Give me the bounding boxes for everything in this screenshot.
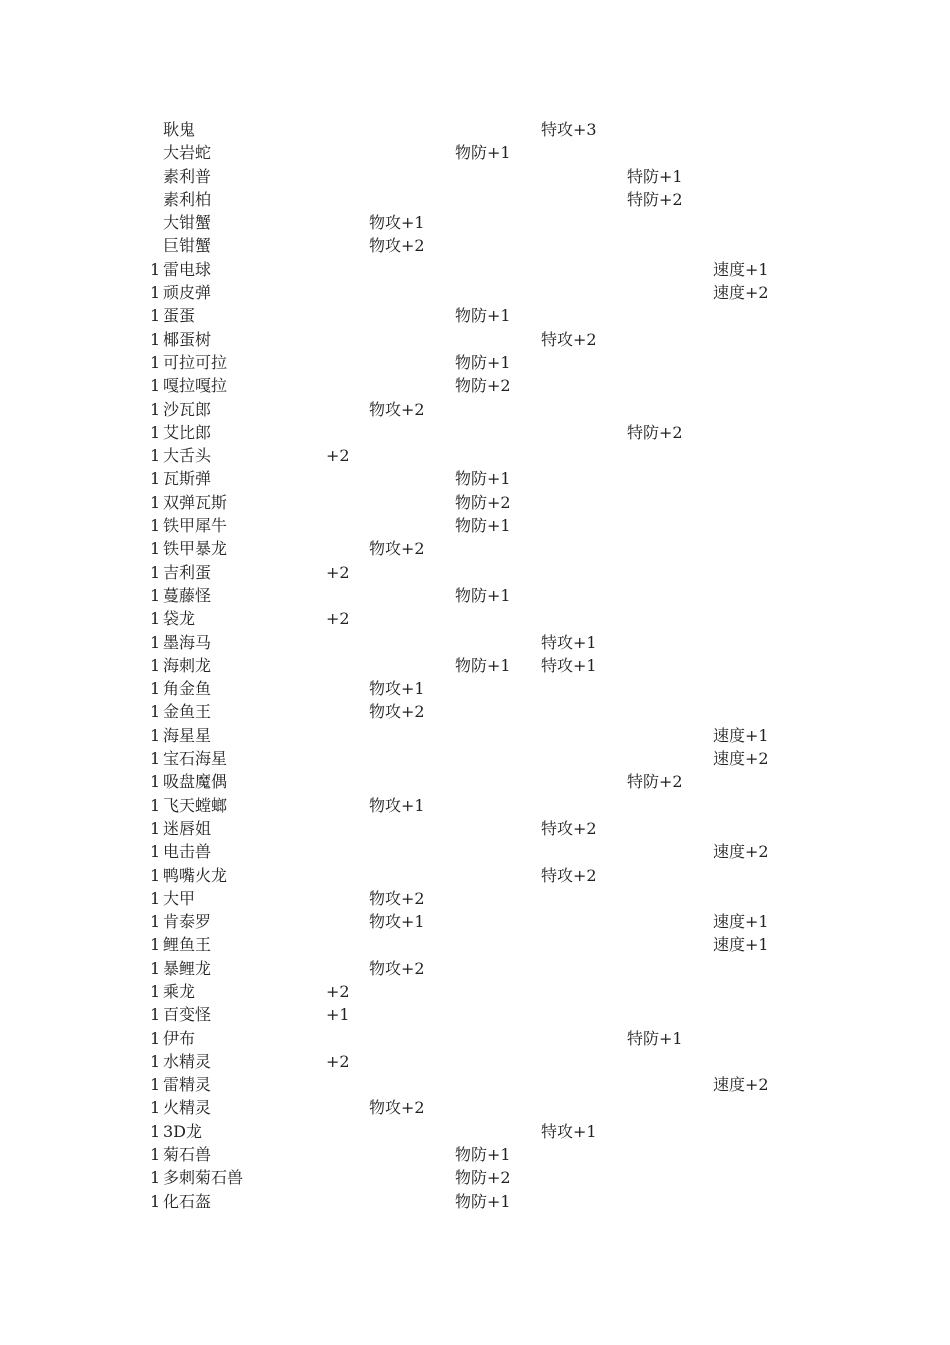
defense-value: 物防+1 bbox=[455, 143, 511, 163]
table-row bbox=[0, 304, 950, 327]
attack-value: 物攻+2 bbox=[369, 888, 425, 908]
pokemon-name: 大钳蟹 bbox=[163, 213, 212, 233]
row-number: 1 bbox=[150, 935, 161, 955]
pokemon-name: 顽皮弹 bbox=[163, 283, 212, 303]
pokemon-name: 蛋蛋 bbox=[163, 306, 196, 326]
row-number: 1 bbox=[150, 772, 161, 792]
pokemon-name: 鲤鱼王 bbox=[163, 935, 212, 955]
row-number: 1 bbox=[150, 329, 161, 349]
table-row bbox=[0, 118, 950, 141]
row-number: 1 bbox=[150, 865, 161, 885]
attack-value: 物攻+1 bbox=[369, 795, 425, 815]
pokemon-name: 艾比郎 bbox=[163, 422, 212, 442]
defense-value: 物防+2 bbox=[455, 492, 511, 512]
pokemon-name: 大舌头 bbox=[163, 446, 212, 466]
sp-defense-value: 特防+2 bbox=[627, 422, 683, 442]
row-number: 1 bbox=[150, 912, 161, 932]
table-row bbox=[0, 514, 950, 537]
table-row bbox=[0, 1120, 950, 1143]
table-row bbox=[0, 1166, 950, 1189]
hp-value: +2 bbox=[326, 1051, 350, 1071]
table-row bbox=[0, 794, 950, 817]
pokemon-name: 3D龙 bbox=[163, 1121, 203, 1141]
pokemon-name: 雷精灵 bbox=[163, 1075, 212, 1095]
sp-attack-value: 特攻+1 bbox=[541, 1121, 597, 1141]
table-row bbox=[0, 1143, 950, 1166]
pokemon-name: 乘龙 bbox=[163, 981, 196, 1001]
row-number: 1 bbox=[150, 539, 161, 559]
defense-value: 物防+1 bbox=[455, 1191, 511, 1211]
pokemon-name: 海星星 bbox=[163, 725, 212, 745]
table-row bbox=[0, 887, 950, 910]
row-number: 1 bbox=[150, 1051, 161, 1071]
row-number: 1 bbox=[150, 562, 161, 582]
pokemon-name: 素利普 bbox=[163, 166, 212, 186]
row-number: 1 bbox=[150, 259, 161, 279]
defense-value: 物防+1 bbox=[455, 585, 511, 605]
hp-value: +2 bbox=[326, 562, 350, 582]
table-row bbox=[0, 234, 950, 257]
row-number: 1 bbox=[150, 1005, 161, 1025]
attack-value: 物攻+1 bbox=[369, 213, 425, 233]
pokemon-name: 铁甲暴龙 bbox=[163, 539, 228, 559]
attack-value: 物攻+2 bbox=[369, 958, 425, 978]
table-row bbox=[0, 747, 950, 770]
defense-value: 物防+1 bbox=[455, 516, 511, 536]
sp-defense-value: 特防+2 bbox=[627, 189, 683, 209]
table-row bbox=[0, 537, 950, 560]
table-row bbox=[0, 631, 950, 654]
pokemon-name: 火精灵 bbox=[163, 1098, 212, 1118]
table-row bbox=[0, 1073, 950, 1096]
speed-value: 速度+2 bbox=[713, 842, 769, 862]
attack-value: 物攻+1 bbox=[369, 679, 425, 699]
sp-defense-value: 特防+1 bbox=[627, 1028, 683, 1048]
attack-value: 物攻+2 bbox=[369, 1098, 425, 1118]
pokemon-name: 巨钳蟹 bbox=[163, 236, 212, 256]
row-number: 1 bbox=[150, 981, 161, 1001]
row-number: 1 bbox=[150, 818, 161, 838]
row-number: 1 bbox=[150, 283, 161, 303]
defense-value: 物防+1 bbox=[455, 655, 511, 675]
defense-value: 物防+1 bbox=[455, 306, 511, 326]
table-row bbox=[0, 1027, 950, 1050]
pokemon-name: 大岩蛇 bbox=[163, 143, 212, 163]
row-number: 1 bbox=[150, 422, 161, 442]
speed-value: 速度+2 bbox=[713, 283, 769, 303]
speed-value: 速度+1 bbox=[713, 725, 769, 745]
row-number: 1 bbox=[150, 958, 161, 978]
row-number: 1 bbox=[150, 609, 161, 629]
pokemon-name: 暴鲤龙 bbox=[163, 958, 212, 978]
table-row bbox=[0, 957, 950, 980]
pokemon-name: 铁甲犀牛 bbox=[163, 516, 228, 536]
table-row bbox=[0, 398, 950, 421]
pokemon-name: 大甲 bbox=[163, 888, 196, 908]
sp-attack-value: 特攻+1 bbox=[541, 655, 597, 675]
table-row bbox=[0, 258, 950, 281]
speed-value: 速度+1 bbox=[713, 912, 769, 932]
pokemon-name: 百变怪 bbox=[163, 1005, 212, 1025]
pokemon-name: 多刺菊石兽 bbox=[163, 1168, 244, 1188]
row-number: 1 bbox=[150, 632, 161, 652]
table-row bbox=[0, 421, 950, 444]
table-row bbox=[0, 864, 950, 887]
row-number: 1 bbox=[150, 469, 161, 489]
effort-value-table bbox=[0, 118, 950, 1213]
row-number: 1 bbox=[150, 399, 161, 419]
table-row bbox=[0, 933, 950, 956]
hp-value: +2 bbox=[326, 446, 350, 466]
table-row bbox=[0, 444, 950, 467]
pokemon-name: 飞天螳螂 bbox=[163, 795, 228, 815]
table-row bbox=[0, 817, 950, 840]
row-number: 1 bbox=[150, 702, 161, 722]
row-number: 1 bbox=[150, 585, 161, 605]
row-number: 1 bbox=[150, 888, 161, 908]
pokemon-name: 肯泰罗 bbox=[163, 912, 212, 932]
defense-value: 物防+1 bbox=[455, 1145, 511, 1165]
pokemon-name: 角金鱼 bbox=[163, 679, 212, 699]
pokemon-name: 宝石海星 bbox=[163, 749, 228, 769]
pokemon-name: 雷电球 bbox=[163, 259, 212, 279]
row-number: 1 bbox=[150, 1028, 161, 1048]
attack-value: 物攻+1 bbox=[369, 912, 425, 932]
pokemon-name: 耿鬼 bbox=[163, 120, 196, 139]
attack-value: 物攻+2 bbox=[369, 702, 425, 722]
pokemon-name: 双弹瓦斯 bbox=[163, 492, 228, 512]
row-number: 1 bbox=[150, 352, 161, 372]
defense-value: 物防+1 bbox=[455, 352, 511, 372]
table-row bbox=[0, 724, 950, 747]
table-row bbox=[0, 677, 950, 700]
table-row bbox=[0, 374, 950, 397]
pokemon-name: 吸盘魔偶 bbox=[163, 772, 228, 792]
sp-attack-value: 特攻+2 bbox=[541, 329, 597, 349]
pokemon-name: 伊布 bbox=[163, 1028, 196, 1048]
row-number: 1 bbox=[150, 795, 161, 815]
sp-defense-value: 特防+1 bbox=[627, 166, 683, 186]
sp-attack-value: 特攻+1 bbox=[541, 632, 597, 652]
sp-attack-value: 特攻+3 bbox=[541, 120, 597, 139]
pokemon-name: 素利柏 bbox=[163, 189, 212, 209]
pokemon-name: 鸭嘴火龙 bbox=[163, 865, 228, 885]
pokemon-name: 金鱼王 bbox=[163, 702, 212, 722]
table-row bbox=[0, 910, 950, 933]
row-number: 1 bbox=[150, 376, 161, 396]
row-number: 1 bbox=[150, 655, 161, 675]
table-row bbox=[0, 211, 950, 234]
pokemon-name: 化石盔 bbox=[163, 1191, 212, 1211]
row-number: 1 bbox=[150, 1145, 161, 1165]
sp-attack-value: 特攻+2 bbox=[541, 865, 597, 885]
row-number: 1 bbox=[150, 1168, 161, 1188]
table-row bbox=[0, 770, 950, 793]
hp-value: +1 bbox=[326, 1005, 350, 1025]
row-number: 1 bbox=[150, 1191, 161, 1211]
speed-value: 速度+1 bbox=[713, 259, 769, 279]
table-row bbox=[0, 980, 950, 1003]
table-row bbox=[0, 654, 950, 677]
speed-value: 速度+2 bbox=[713, 1075, 769, 1095]
pokemon-name: 袋龙 bbox=[163, 609, 196, 629]
table-row bbox=[0, 141, 950, 164]
hp-value: +2 bbox=[326, 981, 350, 1001]
pokemon-name: 海刺龙 bbox=[163, 655, 212, 675]
hp-value: +2 bbox=[326, 609, 350, 629]
table-row bbox=[0, 1190, 950, 1213]
table-row bbox=[0, 1003, 950, 1026]
row-number: 1 bbox=[150, 725, 161, 745]
attack-value: 物攻+2 bbox=[369, 399, 425, 419]
defense-value: 物防+1 bbox=[455, 469, 511, 489]
table-row bbox=[0, 607, 950, 630]
table-row bbox=[0, 840, 950, 863]
row-number: 1 bbox=[150, 1098, 161, 1118]
pokemon-name: 蔓藤怪 bbox=[163, 585, 212, 605]
row-number: 1 bbox=[150, 749, 161, 769]
table-row bbox=[0, 281, 950, 304]
table-row bbox=[0, 491, 950, 514]
pokemon-name: 瓦斯弹 bbox=[163, 469, 212, 489]
speed-value: 速度+2 bbox=[713, 749, 769, 769]
table-row bbox=[0, 700, 950, 723]
row-number: 1 bbox=[150, 492, 161, 512]
row-number: 1 bbox=[150, 1121, 161, 1141]
row-number: 1 bbox=[150, 679, 161, 699]
pokemon-name: 墨海马 bbox=[163, 632, 212, 652]
pokemon-name: 迷唇姐 bbox=[163, 818, 212, 838]
speed-value: 速度+1 bbox=[713, 935, 769, 955]
defense-value: 物防+2 bbox=[455, 1168, 511, 1188]
table-row bbox=[0, 1050, 950, 1073]
pokemon-name: 水精灵 bbox=[163, 1051, 212, 1071]
sp-defense-value: 特防+2 bbox=[627, 772, 683, 792]
table-row bbox=[0, 1096, 950, 1119]
row-number: 1 bbox=[150, 306, 161, 326]
defense-value: 物防+2 bbox=[455, 376, 511, 396]
pokemon-name: 菊石兽 bbox=[163, 1145, 212, 1165]
pokemon-name: 沙瓦郎 bbox=[163, 399, 212, 419]
pokemon-name: 吉利蛋 bbox=[163, 562, 212, 582]
table-row bbox=[0, 561, 950, 584]
attack-value: 物攻+2 bbox=[369, 539, 425, 559]
table-row bbox=[0, 165, 950, 188]
pokemon-name: 椰蛋树 bbox=[163, 329, 212, 349]
table-row bbox=[0, 328, 950, 351]
pokemon-name: 嘎拉嘎拉 bbox=[163, 376, 228, 396]
table-row bbox=[0, 188, 950, 211]
row-number: 1 bbox=[150, 1075, 161, 1095]
pokemon-name: 电击兽 bbox=[163, 842, 212, 862]
table-row bbox=[0, 584, 950, 607]
row-number: 1 bbox=[150, 842, 161, 862]
pokemon-name: 可拉可拉 bbox=[163, 352, 228, 372]
row-number: 1 bbox=[150, 446, 161, 466]
table-row bbox=[0, 351, 950, 374]
row-number: 1 bbox=[150, 516, 161, 536]
table-row bbox=[0, 467, 950, 490]
attack-value: 物攻+2 bbox=[369, 236, 425, 256]
sp-attack-value: 特攻+2 bbox=[541, 818, 597, 838]
